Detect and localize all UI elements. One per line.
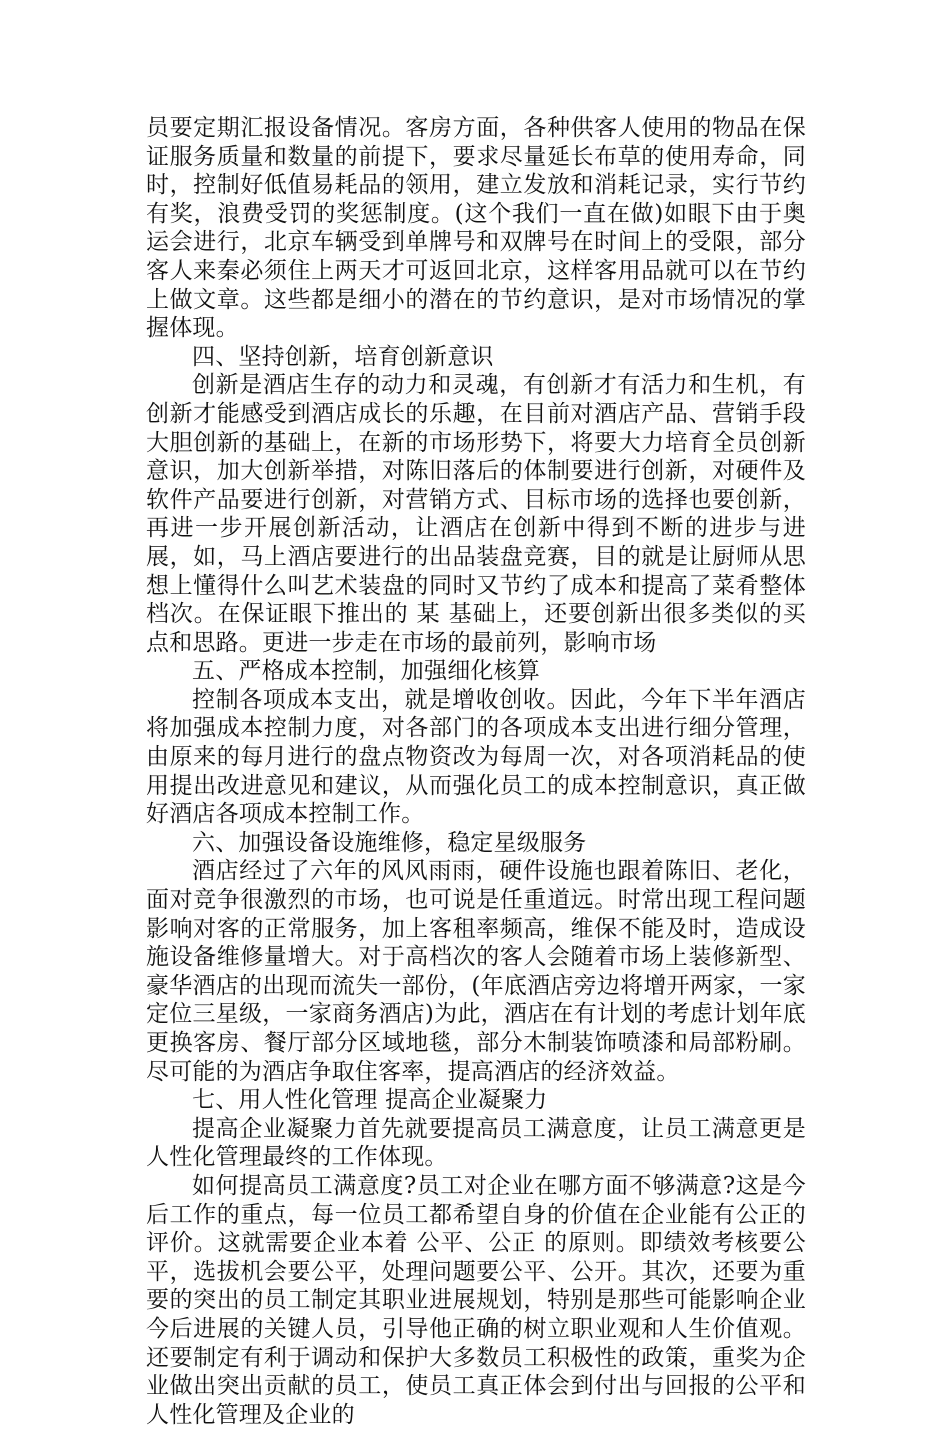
section-heading-6: 六、加强设备设施维修，稳定星级服务 [192,829,587,856]
paragraph-4: 酒店经过了六年的风风雨雨，硬件设施也跟着陈旧、老化，面对竞争很激烈的市场，也可说是任重道远。时常出现工程问题影响对客的正常服务，加上客租率频高，维保不能及时，造成设施设备维修量增大。对于高档次的客人会随着市场上装修新型、豪华酒店的出现而流失一部份，(年底酒店旁边将增开两家，一家定位三星级，一家商务酒店)为此，酒店在有计划的考虑计划年底更换客房、餐厅部分区域地毯，部分木制装饰喷漆和局部粉刷。尽可能的为酒店争取住客率，提高酒店的经济效益。 [146,858,806,1085]
paragraph-6: 如何提高员工满意度?员工对企业在哪方面不够满意?这是今后工作的重点，每一位员工都希望自身的价值在企业能有公正的评价。这就需要企业本着 公平、公正 的原则。即绩效考核要公平，选拔机会要公平，处理问题要公平、公开。其次，还要为重要的突出的员工制定其职业进展规划，特别是那些可能影响企业今后进展的关键人员，引导他正确的树立职业观和人生价值观。还要制定有利于调动和保护大多数员工积极性的政策，重奖为企业做出突出贡献的员工，使员工真正体会到付出与回报的公平和人性化管理及企业的 [146,1172,806,1428]
paragraph-5: 提高企业凝聚力首先就要提高员工满意度，让员工满意更是人性化管理最终的工作体现。 [146,1115,806,1171]
document-page [146,114,806,1429]
paragraph-2: 创新是酒店生存的动力和灵魂，有创新才有活力和生机，有创新才能感受到酒店成长的乐趣，在目前对酒店产品、营销手段大胆创新的基础上，在新的市场形势下，将要大力培育全员创新意识，加大创新举措，对陈旧落后的体制要进行创新，对硬件及软件产品要进行创新，对营销方式、目标市场的选择也要创新，再进一步开展创新活动，让酒店在创新中得到不断的进步与进展，如，马上酒店要进行的出品装盘竞赛，目的就是让厨师从思想上懂得什么叫艺术装盘的同时又节约了成本和提高了菜肴整体档次。在保证眼下推出的 某 基础上，还要创新出很多类似的买点和思路。更进一步走在市场的最前列，影响市场 [146,372,806,656]
section-heading-4: 四、坚持创新，培育创新意识 [192,343,494,370]
paragraph-1: 员要定期汇报设备情况。客房方面，各种供客人使用的物品在保证服务质量和数量的前提下，要求尽量延长布草的使用寿命，同时，控制好低值易耗品的领用，建立发放和消耗记录，实行节约有奖，浪费受罚的奖惩制度。(这个我们一直在做)如眼下由于奥运会进行，北京车辆受到单牌号和双牌号在时间上的受限，部分客人来秦必须住上两天才可返回北京，这样客用品就可以在节约上做文章。这些都是细小的潜在的节约意识，是对市场情况的掌握体现。 [146,115,806,342]
section-heading-7: 七、用人性化管理 提高企业凝聚力 [192,1087,548,1114]
section-heading-5: 五、严格成本控制，加强细化核算 [192,658,540,685]
paragraph-3: 控制各项成本支出，就是增收创收。因此，今年下半年酒店将加强成本控制力度，对各部门的各项成本支出进行细分管理，由原来的每月进行的盘点物资改为每周一次，对各项消耗品的使用提出改进意见和建议，从而强化员工的成本控制意识，真正做好酒店各项成本控制工作。 [146,686,806,828]
